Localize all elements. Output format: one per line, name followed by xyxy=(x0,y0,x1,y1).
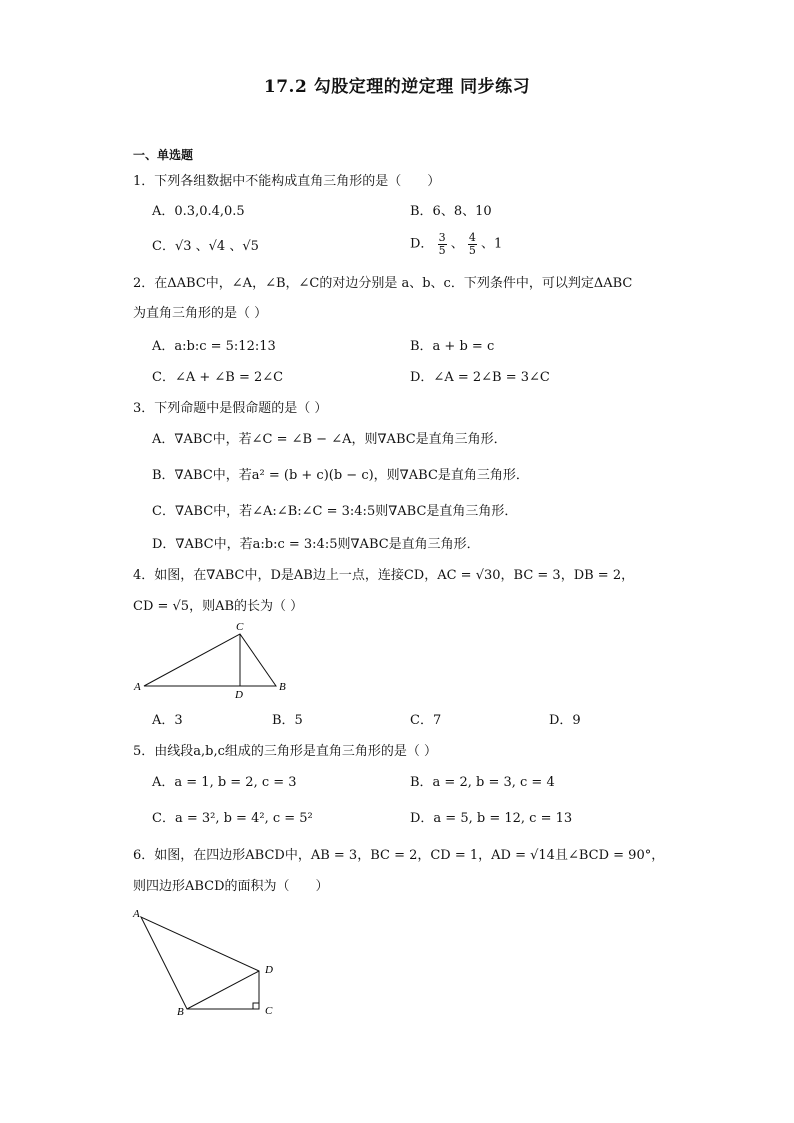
q6-stem-line1: 6．如图，在四边形ABCD中，AB = 3，BC = 2，CD = 1，AD = √14且∠BCD = 90°， xyxy=(133,848,665,863)
q3-option-a: A．∇ABC中，若∠C = ∠B − ∠A，则∇ABC是直角三角形． xyxy=(152,432,507,447)
q3-option-d: D．∇ABC中，若a:b:c = 3:4:5则∇ABC是直角三角形． xyxy=(152,537,480,552)
q1-option-d-label: D． xyxy=(410,236,434,252)
q4-stem-line2: CD = √5，则AB的长为（ ） xyxy=(133,599,304,614)
q6-right-angle-mark xyxy=(253,1003,259,1009)
q6-quadrilateral-figure xyxy=(125,905,285,1025)
q1-option-d: D． $\frac{3}{5}$ 、 $\frac{4}{5}$ 、1 xyxy=(410,231,503,257)
q4-stem-line1: 4．如图，在∇ABC中，D是AB边上一点，连接CD，AC = √30，BC = 3，DB = 2， xyxy=(133,568,635,583)
q1-option-c-text: √3 、√4 、√5 xyxy=(174,239,259,254)
q1-option-c xyxy=(152,239,259,255)
q2-option-b: B．a + b = c xyxy=(410,339,495,354)
q4-option-c: C．7 xyxy=(410,713,442,728)
q4-label-b: B xyxy=(279,681,286,693)
section-heading: 一、单选题 xyxy=(133,148,194,162)
q6-label-a: A xyxy=(133,908,140,920)
q1-option-c-label: C． xyxy=(152,239,175,254)
q4-label-d: D xyxy=(235,689,243,700)
q1-option-d-fraction-1: $\frac{3}{5}$ xyxy=(438,231,446,257)
q5-stem: 5．由线段a,b,c组成的三角形是直角三角形的是（ ） xyxy=(133,744,438,759)
q6-stem-line2: 则四边形ABCD的面积为（ ） xyxy=(133,879,329,894)
q5-option-a: A．a = 1, b = 2, c = 3 xyxy=(152,775,297,790)
q6-diagonal-bd xyxy=(187,971,259,1009)
q2-option-d: D．∠A = 2∠B = 3∠C xyxy=(410,370,550,385)
q1-option-d-rest: 、1 xyxy=(481,236,503,252)
q4-option-d: D．9 xyxy=(549,713,581,728)
q1-option-b: B．6、8、10 xyxy=(410,204,492,219)
q6-label-b: B xyxy=(177,1006,184,1018)
q3-stem: 3．下列命题中是假命题的是（ ） xyxy=(133,401,328,416)
q5-option-c: C．a = 3², b = 4², c = 5² xyxy=(152,811,313,826)
q4-option-a: A．3 xyxy=(152,713,183,728)
page-title: 17.2 勾股定理的逆定理 同步练习 xyxy=(263,77,531,97)
q6-quadrilateral-abcd xyxy=(141,917,259,1009)
q1-option-a: A．0.3,0.4,0.5 xyxy=(152,204,245,219)
q3-option-b: B．∇ABC中，若a² = (b + c)(b − c)，则∇ABC是直角三角形． xyxy=(152,468,529,483)
q2-option-a: A．a:b:c = 5:12:13 xyxy=(152,339,276,354)
q4-triangle-figure xyxy=(120,620,300,700)
q2-stem-line2: 为直角三角形的是（ ） xyxy=(133,306,268,321)
q1-stem: 1．下列各组数据中不能构成直角三角形的是（ ） xyxy=(133,174,441,189)
q5-option-b: B．a = 2, b = 3, c = 4 xyxy=(410,775,555,790)
q4-option-b: B．5 xyxy=(272,713,303,728)
q5-option-d: D．a = 5, b = 12, c = 13 xyxy=(410,811,573,826)
q6-label-d: D xyxy=(265,964,273,976)
q1-option-d-fraction-2: $\frac{4}{5}$ xyxy=(468,231,476,257)
q6-label-c: C xyxy=(265,1005,273,1017)
q2-option-c: C．∠A + ∠B = 2∠C xyxy=(152,370,284,385)
q4-triangle-abc xyxy=(144,634,276,686)
q4-label-c: C xyxy=(236,621,244,633)
q3-option-c: C．∇ABC中，若∠A:∠B:∠C = 3:4:5则∇ABC是直角三角形． xyxy=(152,504,518,519)
q2-stem-line1: 2．在ΔABC中，∠A，∠B，∠C的对边分别是 a、b、c．下列条件中，可以判定ΔABC xyxy=(133,276,633,291)
q4-label-a: A xyxy=(134,681,141,693)
